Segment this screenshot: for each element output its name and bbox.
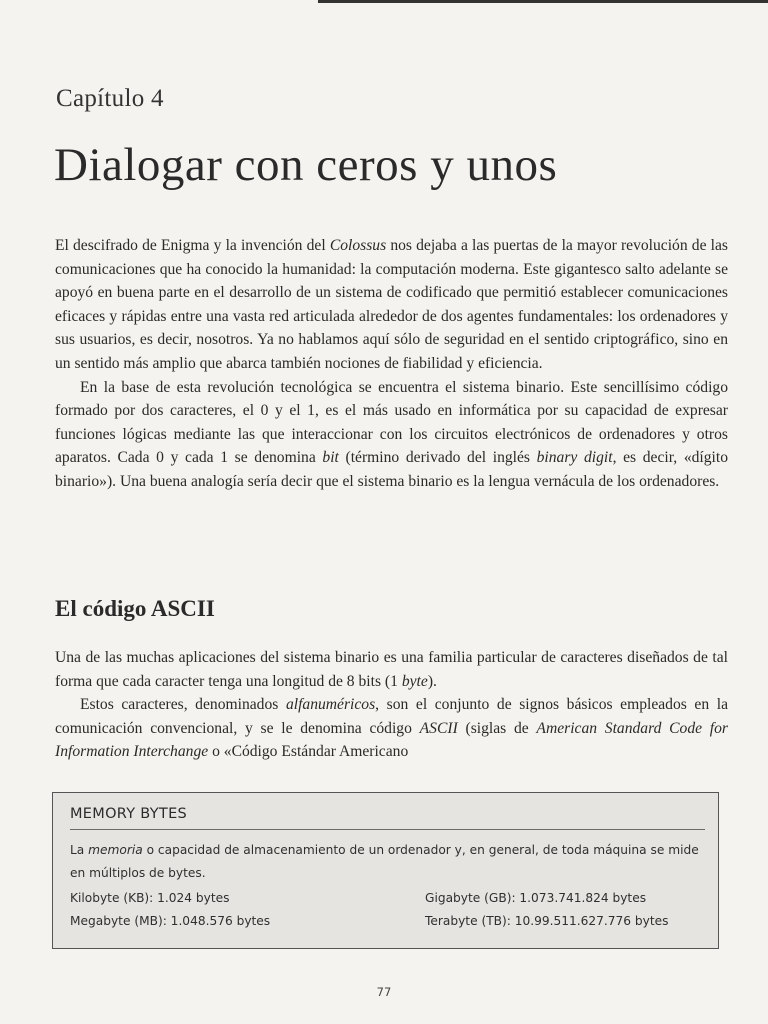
chapter-label: Capítulo 4	[56, 85, 164, 112]
memory-units-row	[70, 887, 710, 910]
gigabyte-value: Gigabyte (GB): 1.073.741.824 bytes	[425, 891, 647, 905]
text-run: (siglas de	[457, 719, 537, 737]
top-rule	[318, 0, 768, 3]
intro-paragraph-1	[55, 234, 728, 376]
intro-paragraph-2	[55, 376, 728, 494]
text-run: nos dejaba a las puertas de la mayor revolución de las comunicaciones que ha conocido la humanidad: la computación moderna. Este gigantesco salto adelante se apoyó en buena parte en el desarrollo de un sistema de codificado que permitió establecer comunicaciones eficaces y rápidas entre una vasta red articulada alrededor de dos agentes fundamentales: los ordenadores y sus usuarios, es decir, nosotros. Ya no hablamos aquí sólo de seguridad en el sentido criptográfico, sino en un sentido más amplio que abarca también nociones de fiabilidad y eficiencia.	[55, 237, 728, 372]
text-run: o capacidad de almacenamiento de un ordenador y, en general, de toda máquina se mide en múltiplos de bytes.	[70, 843, 699, 880]
ascii-section-text	[55, 646, 728, 764]
alfanumericos-term: alfanuméricos	[285, 696, 376, 714]
text-run: , son el conjunto de signos básicos empleados en la comunicación convencional, y se le denomina código	[55, 696, 728, 737]
memory-bytes-box	[52, 792, 719, 949]
ascii-paragraph-2	[55, 693, 728, 764]
text-run: Estos caracteres, denominados	[80, 696, 286, 714]
byte-term: byte	[401, 672, 428, 690]
memory-units-grid	[70, 887, 710, 933]
text-run: El descifrado de Enigma y la invención del	[55, 237, 330, 254]
memory-bytes-description	[70, 839, 710, 885]
text-run: , es decir, «dígito binario»). Una buena analogía sería decir que el sistema binario es la lengua vernácula de los ordenadores.	[55, 449, 728, 490]
kilobyte-value: Kilobyte (KB): 1.024 bytes	[70, 891, 230, 905]
text-run: (término derivado del inglés	[338, 449, 537, 467]
ascii-term: ASCII	[419, 719, 458, 737]
chapter-title: Dialogar con ceros y unos	[54, 139, 558, 191]
text-run: ).	[427, 672, 437, 690]
text-run: Una de las muchas aplicaciones del sistema binario es una familia particular de caracteres diseñados de tal forma que cada caracter tenga una longitud de 8 bits (1	[55, 649, 728, 690]
ascii-paragraph-1	[55, 646, 728, 693]
binary-digit-term: binary digit	[536, 449, 613, 467]
megabyte-value: Megabyte (MB): 1.048.576 bytes	[70, 914, 271, 928]
american-standard-term: American Standard Code for Information Interchange	[55, 719, 728, 761]
section-heading: El código ASCII	[55, 596, 215, 621]
text-run: En la base de esta revolución tecnológica se encuentra el sistema binario. Este sencillísimo código formado por dos caracteres, el 0 y el 1, es el más usado en informática por su capacidad de expresar funciones lógicas mediante las que interaccionar con los circuitos electrónicos de ordenadores y otros aparatos. Cada 0 y cada 1 se denomina	[55, 378, 728, 467]
intro-text	[55, 234, 728, 494]
text-run: La	[70, 843, 89, 857]
memory-bytes-title: MEMORY BYTES	[70, 806, 188, 822]
page-number: 77	[376, 985, 392, 999]
terabyte-value: Terabyte (TB): 10.99.511.627.776 bytes	[425, 914, 669, 928]
bit-term: bit	[322, 449, 339, 467]
memory-bytes-rule	[70, 829, 705, 830]
text-run: o «Código Estándar Americano	[208, 743, 409, 761]
colossus-term: Colossus	[329, 237, 387, 254]
memoria-term: memoria	[88, 843, 143, 857]
memory-units-row	[70, 910, 710, 933]
